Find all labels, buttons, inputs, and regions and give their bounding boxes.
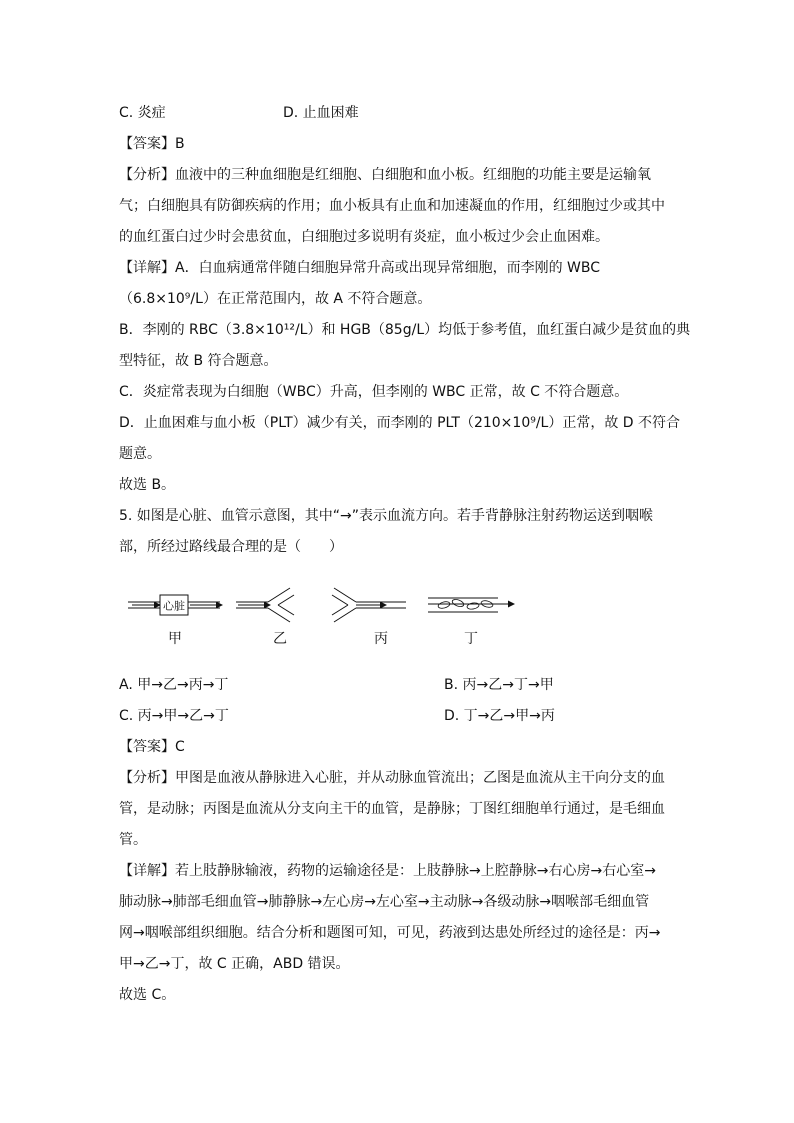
detail-line: 甲→乙→丁，故 C 正确，ABD 错误。 xyxy=(119,956,350,972)
question-line: 5. 如图是心脏、血管示意图，其中“→”表示血流方向。若手背静脉注射药物运送到咽喉 xyxy=(119,508,654,524)
detail-line: 题意。 xyxy=(119,446,161,462)
diagram-label-jia: 甲 xyxy=(168,631,182,647)
detail-line: 【详解】若上肢静脉输液，药物的运输途径是：上肢静脉→上腔静脉→右心房→右心室→ xyxy=(119,863,656,879)
analysis-line: 管。 xyxy=(119,832,147,848)
detail-line: B．李刚的 RBC（3.8×10¹²/L）和 HGB（85g/L）均低于参考值，血红蛋白减少是贫血的典 xyxy=(119,322,691,338)
option-c: C. 炎症 xyxy=(119,105,166,121)
diagram-label-yi: 乙 xyxy=(273,631,287,647)
detail-line: 故选 C。 xyxy=(119,987,176,1003)
analysis-line: 气；白细胞具有防御疾病的作用；血小板具有止血和加速凝血的作用，红细胞过少或其中 xyxy=(119,198,665,214)
option-d: D. 丁→乙→甲→丙 xyxy=(444,708,555,724)
diagram-bing-vein xyxy=(332,588,406,622)
option-c: C. 丙→甲→乙→丁 xyxy=(119,708,229,724)
question-line: 部，所经过路线最合理的是（ ） xyxy=(119,539,343,555)
heart-label: 心脏 xyxy=(163,599,185,613)
detail-line: 故选 B。 xyxy=(119,477,176,493)
diagram-yi-artery xyxy=(236,588,294,622)
detail-line: （6.8×10⁹/L）在正常范围内，故 A 不符合题意。 xyxy=(119,291,432,307)
diagram-label-ding: 丁 xyxy=(464,631,478,647)
answer-label: 【答案】B xyxy=(119,136,185,152)
analysis-line: 的血红蛋白过少时会患贫血，白细胞过多说明有炎症，血小板过少会止血困难。 xyxy=(119,229,609,245)
option-d: D. 止血困难 xyxy=(283,105,359,121)
analysis-line: 【分析】血液中的三种血细胞是红细胞、白细胞和血小板。红细胞的功能主要是运输氧 xyxy=(119,167,651,183)
analysis-line: 【分析】甲图是血液从静脉进入心脏，并从动脉血管流出；乙图是血流从主干向分支的血 xyxy=(119,770,665,786)
option-a: A. 甲→乙→丙→丁 xyxy=(119,677,229,693)
diagram-jia-heart xyxy=(128,595,222,615)
detail-line: C．炎症常表现为白细胞（WBC）升高，但李刚的 WBC 正常，故 C 不符合题意。 xyxy=(119,384,629,400)
detail-line: D．止血困难与血小板（PLT）减少有关，而李刚的 PLT（210×10⁹/L）正常，故 D 不符合 xyxy=(119,415,681,431)
answer-label: 【答案】C xyxy=(119,739,185,755)
detail-line: 肺动脉→肺部毛细血管→肺静脉→左心房→左心室→主动脉→各级动脉→咽喉部毛细血管 xyxy=(119,894,650,910)
detail-line: 网→咽喉部组织细胞。结合分析和题图可知，可见，药液到达患处所经过的途径是：丙→ xyxy=(119,925,661,941)
diagram-ding-capillary xyxy=(428,598,514,612)
diagram-label-bing: 丙 xyxy=(374,631,388,647)
option-b: B. 丙→乙→丁→甲 xyxy=(444,677,554,693)
analysis-line: 管，是动脉；丙图是血流从分支向主干的血管，是静脉；丁图红细胞单行通过，是毛细血 xyxy=(119,801,665,817)
detail-line: 【详解】A．白血病通常伴随白细胞异常升高或出现异常细胞，而李刚的 WBC xyxy=(119,260,601,276)
detail-line: 型特征，故 B 符合题意。 xyxy=(119,353,278,369)
